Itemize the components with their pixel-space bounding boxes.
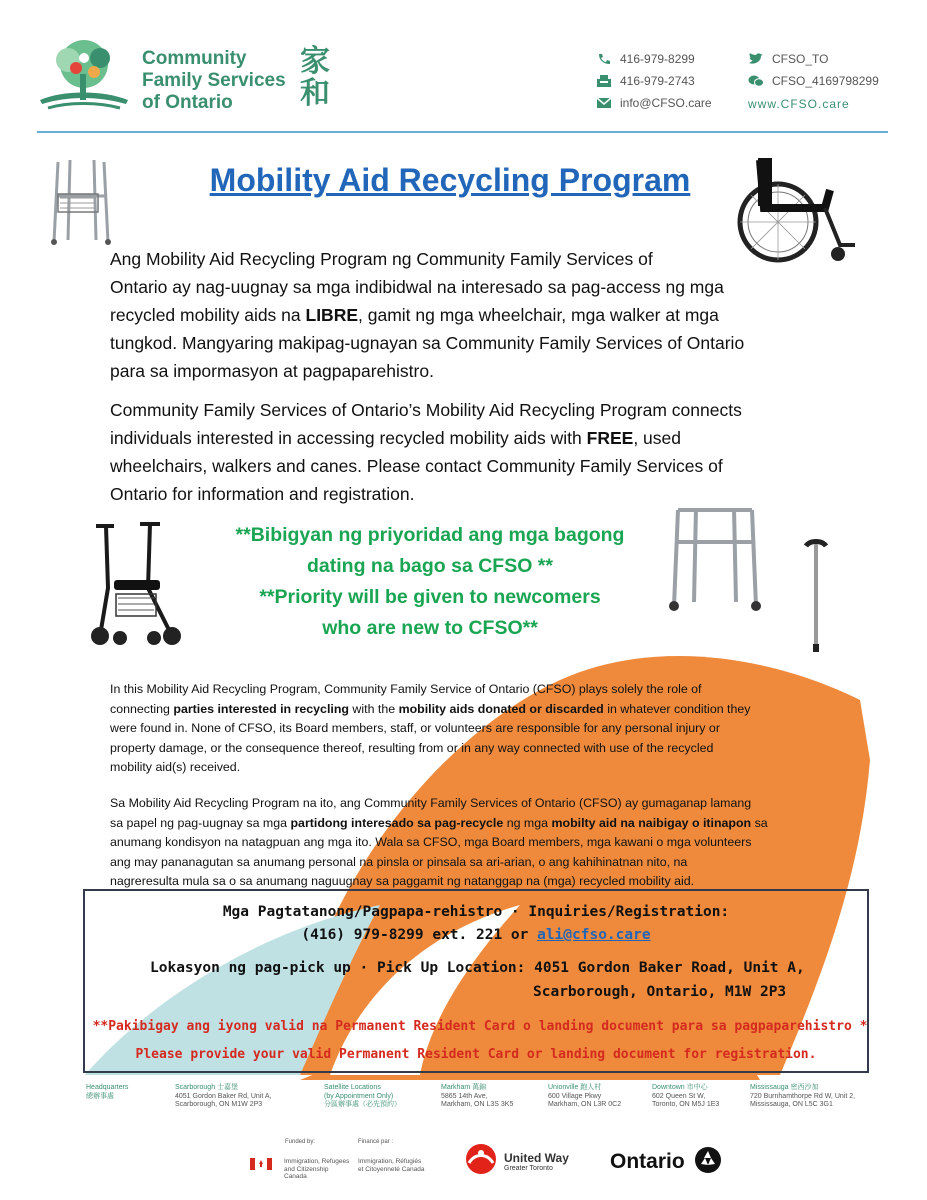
location-satellite xyxy=(324,1084,434,1110)
location-name: Scarborough 士嘉堡 xyxy=(175,1084,239,1091)
location-address: 602 Queen St W, xyxy=(652,1092,706,1100)
pr-card-note-tagalog: **Pakibigay ang iyong valid na Permanent Resident Card o landing document para sa pagpaparehistro * xyxy=(92,1019,868,1034)
united-way-name: United Way xyxy=(504,1151,569,1165)
disclaimer-line: ang may pananagutan sa anumang personal na pinsla or pinsala sa ari-arian, o ang kahihinatnan nito, na xyxy=(110,854,688,869)
org-name-line: Community xyxy=(142,48,247,69)
page-title: Mobility Aid Recycling Program xyxy=(209,162,691,198)
ircc-english: Immigration, Refugees and Citizenship Canada xyxy=(284,1158,350,1180)
contact-email xyxy=(596,96,712,110)
phone-icon xyxy=(596,53,612,65)
intro-line: Ontario ay nag-uugnay sa mga indibidwal na interesado sa pag-access ng mga xyxy=(110,277,724,297)
disclaimer-tagalog xyxy=(110,794,830,892)
intro-english xyxy=(110,396,830,508)
united-way-subtitle: Greater Toronto xyxy=(504,1165,553,1172)
location-mississauga xyxy=(750,1084,880,1110)
location-address: 600 Village Pkwy xyxy=(548,1092,602,1100)
location-markham xyxy=(441,1084,541,1110)
location-name: Satellite Locations xyxy=(324,1084,381,1091)
location-address: 4051 Gordon Baker Rd, Unit A, xyxy=(175,1092,272,1100)
email-text[interactable]: info@CFSO.care xyxy=(620,96,712,110)
disclaimer-bold: partidong interesado sa pag-recycle xyxy=(290,815,504,830)
disclaimer-bold: mobilty aid na naibigay o itinapon xyxy=(551,815,752,830)
disclaimer-text: sa papel ng pag-uugnay sa mga xyxy=(110,815,291,830)
funded-by-label: Funded by: xyxy=(285,1139,316,1145)
united-way-logo-icon xyxy=(463,1143,499,1175)
org-name-chinese: 家和 xyxy=(300,44,330,111)
disclaimer-line: In this Mobility Aid Recycling Program, Community Family Service of Ontario (CFSO) plays solely the role of xyxy=(110,682,702,696)
twitter-text[interactable]: CFSO_TO xyxy=(772,52,829,66)
location-hq xyxy=(86,1084,156,1101)
priority-line: **Bibigyan ng priyoridad ang mga bagong xyxy=(235,524,625,546)
intro-line: tungkod. Mangyaring makipag-ugnayan sa Community Family Services of Ontario xyxy=(110,333,745,353)
rollator-image xyxy=(88,518,188,648)
location-name: Headquarters xyxy=(86,1084,129,1091)
intro-line: Ontario for information and registration. xyxy=(110,484,415,504)
disclaimer-line xyxy=(110,700,830,720)
pr-card-note-english: Please provide your valid Permanent Resident Card or landing document for registration. xyxy=(135,1047,817,1062)
org-name-line: of Ontario xyxy=(142,92,233,113)
inquiry-email-link[interactable]: ali@cfso.care xyxy=(537,927,651,943)
phone-text[interactable]: 416-979-8299 xyxy=(620,52,695,66)
disclaimer-bold: mobility aids donated or discarded xyxy=(398,701,604,716)
location-address: Scarborough, ON M1W 2P3 xyxy=(175,1101,263,1108)
location-address: Toronto, ON M5J 1E3 xyxy=(652,1101,720,1108)
location-name: Mississauga 密西沙加 xyxy=(750,1084,819,1091)
location-unionville xyxy=(548,1084,648,1110)
intro-line: para sa impormasyon at pagpaparehistro. xyxy=(110,361,434,381)
free-emphasis: FREE xyxy=(586,428,634,448)
disclaimer-bold: parties interested in recycling xyxy=(173,701,349,716)
pickup-location: Lokasyon ng pag-pick up · Pick Up Location: 4051 Gordon Baker Road, Unit A, xyxy=(150,960,805,976)
contact-twitter xyxy=(748,52,828,66)
priority-line: dating na bago sa CFSO ** xyxy=(307,555,553,577)
org-name-line: Family Services xyxy=(142,70,286,91)
finance-par-label: Financé par : xyxy=(358,1139,394,1145)
disclaimer-text: in whatever condition they xyxy=(603,701,751,716)
twitter-icon xyxy=(748,53,764,65)
location-scarborough xyxy=(175,1084,305,1110)
location-sub: (by Appointment Only) xyxy=(324,1092,394,1100)
wechat-icon xyxy=(748,75,764,87)
disclaimer-text: connecting xyxy=(110,701,174,716)
canada-flag-icon xyxy=(250,1158,272,1170)
ontario-wordmark: Ontario xyxy=(610,1150,685,1173)
location-address: Markham, ON L3R 0C2 xyxy=(548,1101,622,1108)
intro-line: wheelchairs, walkers and canes. Please contact Community Family Services of xyxy=(110,456,723,476)
fax-icon xyxy=(596,75,612,87)
disclaimer-text: sa xyxy=(751,815,768,830)
priority-line: who are new to CFSO** xyxy=(322,617,538,639)
website-link[interactable]: www.CFSO.care xyxy=(748,97,850,111)
walker-basket-image xyxy=(48,156,114,246)
location-address: 5865 14th Ave, xyxy=(441,1092,488,1100)
inquiry-phone[interactable]: (416) 979-8299 ext. 221 or xyxy=(301,927,538,943)
location-address: Markham, ON L3S 3K5 xyxy=(441,1101,514,1108)
disclaimer-line: Sa Mobility Aid Recycling Program na ito, ang Community Family Services of Ontario (CFSO) ay gumaganap lamang xyxy=(110,796,752,810)
cane-image xyxy=(800,538,830,654)
intro-text: , used xyxy=(633,428,681,448)
intro-text: individuals interested in accessing recycled mobility aids with xyxy=(110,428,587,448)
location-downtown xyxy=(652,1084,752,1110)
inquiry-heading: Mga Pagtatanong/Pagpapa-rehistro · Inquiries/Registration: xyxy=(222,904,730,920)
wechat-text: CFSO_4169798299 xyxy=(772,74,879,88)
fax-text: 416-979-2743 xyxy=(620,74,695,88)
intro-line xyxy=(110,301,830,329)
email-icon xyxy=(596,97,612,109)
location-address: Mississauga, ON L5C 3G1 xyxy=(750,1101,833,1108)
location-address: 720 Burnhamthorpe Rd W, Unit 2, xyxy=(750,1092,856,1100)
intro-line: Ang Mobility Aid Recycling Program ng Community Family Services of xyxy=(110,249,653,269)
inquiry-phone-line xyxy=(83,927,869,943)
priority-line: **Priority will be given to newcomers xyxy=(259,586,601,608)
disclaimer-line: anumang kondisyon na natagpuan ang mga ito. Wala sa CFSO, mga Board members, mga kawani o mga volunteers xyxy=(110,835,752,849)
cfso-logo-icon xyxy=(38,38,130,116)
header-divider xyxy=(37,131,888,133)
location-name: Downtown 市中心 xyxy=(652,1084,708,1091)
disclaimer-line: property damage, or the consequence thereof, resulting from or in any way connected with use of the recycled xyxy=(110,740,714,755)
disclaimer-text: with the xyxy=(348,701,399,716)
priority-notice xyxy=(210,520,650,644)
location-sub: 總辦事處 xyxy=(86,1092,114,1100)
disclaimer-line: nagreresulta mula sa o sa anumang naguugnay sa paggamit ng natanggap na (mga) recycled mobility aid. xyxy=(110,874,695,888)
intro-text: , gamit ng mga wheelchair, mga walker at mga xyxy=(358,305,719,325)
intro-text: recycled mobility aids na xyxy=(110,305,306,325)
intro-line xyxy=(110,424,830,452)
ircc-french: Immigration, Réfugiés et Citoyenneté Canada xyxy=(358,1158,425,1173)
contact-wechat xyxy=(748,74,879,88)
disclaimer-line: were found in. None of CFSO, its Board members, staff, or volunteers are responsible for any personal injury or xyxy=(110,721,720,735)
contact-phone xyxy=(596,52,695,66)
disclaimer-line: mobility aid(s) received. xyxy=(110,760,241,774)
intro-line: Community Family Services of Ontario’s Mobility Aid Recycling Program connects xyxy=(110,400,742,420)
location-name: Markham 萬錦 xyxy=(441,1084,487,1091)
intro-tagalog xyxy=(110,245,830,385)
location-address: 分區辦事處（必先預約） xyxy=(324,1101,401,1108)
walker-image xyxy=(666,502,766,614)
disclaimer-text: ng mga xyxy=(503,815,552,830)
org-name xyxy=(142,48,286,114)
pickup-address-line2: Scarborough, Ontario, M1W 2P3 xyxy=(533,984,787,1000)
disclaimer-line xyxy=(110,814,830,834)
disclaimer-english xyxy=(110,680,830,778)
contact-fax xyxy=(596,74,695,88)
ontario-trillium-icon xyxy=(694,1146,722,1174)
libre-emphasis: LIBRE xyxy=(305,305,358,325)
location-name: Unionville 跑人村 xyxy=(548,1084,602,1091)
